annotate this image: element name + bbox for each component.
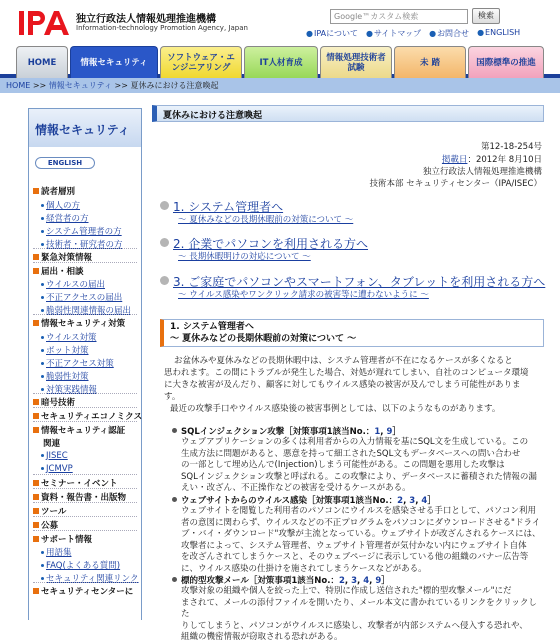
document-number: 第12-18-254号 (481, 142, 542, 152)
sidebar-item[interactable]: FAQ(よくある質問) (41, 559, 120, 571)
dot-bullet-icon (41, 577, 44, 580)
dot-bullet-icon (41, 309, 44, 312)
ref-link[interactable]: 4 (363, 576, 370, 586)
dot-bullet-icon (41, 349, 44, 352)
sidebar-divider (33, 314, 137, 315)
sidebar-item[interactable]: ボット対策 (41, 344, 89, 356)
dot-bullet-icon (41, 388, 44, 391)
square-bullet-icon (33, 536, 39, 542)
ref-link[interactable]: 1 (374, 427, 381, 437)
page-title: 夏休みにおける注意喚起 (152, 105, 544, 122)
util-link-contact[interactable]: ●お問合せ (429, 29, 470, 38)
attack-web-infection-title: ウェブサイトからのウイルス感染［対策事項1該当No.：2, 3, 4］ (172, 494, 436, 506)
sidebar-section-heading[interactable]: ツール (33, 505, 66, 517)
toc-link-3[interactable]: 3. ご家庭でパソコンやスマートフォン、タブレットを利用される方へ (173, 275, 546, 289)
square-bullet-icon (33, 254, 39, 260)
square-bullet-icon (33, 588, 39, 594)
square-bullet-icon (33, 522, 39, 528)
publisher-dept: 技術本部 セキュリティセンター（IPA/ISEC） (369, 179, 542, 189)
util-link-english[interactable]: ●ENGLISH (477, 28, 521, 37)
tab-mitou[interactable]: 未 踏 (394, 46, 466, 78)
tab-exam[interactable]: 情報処理技術者試験 (320, 46, 392, 78)
sidebar-divider (33, 502, 137, 503)
tab-security[interactable]: 情報セキュリティ (70, 46, 158, 78)
sidebar-item[interactable]: セキュリティ関連リンク (41, 572, 138, 584)
dot-bullet-icon (41, 564, 44, 567)
sidebar-section-heading[interactable]: 緊急対策情報 (33, 251, 92, 263)
ref-link[interactable]: 9 (386, 427, 393, 437)
sidebar-item[interactable]: 技術者・研究者の方 (41, 238, 123, 250)
sidebar-section-heading[interactable]: 情報セキュリティ対策 (33, 317, 125, 329)
sidebar-divider (33, 530, 137, 531)
sidebar-item[interactable]: ウイルスの届出 (41, 278, 105, 290)
intro-paragraph: お盆休みや夏休みなどの長期休暇中は、システム管理者が不在になるケースが多くなると 思われます。この間にトラブルが発生した場合、対処が遅れてしまい、自社のコンピュータ環境 に大きな被害が及んだり、顧客に対してもウイルス感染の被害が及んでしまう可能性がありま す。 最近の攻撃手口やウイルス感染後の被害事例としては、以下のようなものがあります。 (164, 356, 529, 414)
org-name-en: Information-technology Promotion Agency, Japan (76, 24, 248, 32)
dot-bullet-icon (41, 362, 44, 365)
breadcrumb: HOME >> 情報セキュリティ >> 夏休みにおける注意喚起 (0, 78, 560, 93)
sidebar-section-heading[interactable]: サポート情報 (33, 533, 92, 545)
circle-bullet-icon (160, 238, 169, 247)
dot-bullet-icon (41, 454, 44, 457)
posted-date: 掲載日：2012年 8月10日 (441, 155, 542, 165)
sidebar-section-heading[interactable]: 読者層別 (33, 185, 75, 197)
dot-bullet-icon (41, 467, 44, 470)
sidebar-divider (33, 407, 137, 408)
sidebar-item[interactable]: 脆弱性対策 (41, 370, 89, 382)
utility-links (306, 28, 520, 39)
sidebar (28, 108, 142, 620)
circle-bullet-icon (172, 577, 177, 582)
sidebar-item[interactable]: ウイルス対策 (41, 331, 97, 343)
section-1-heading: 1. システム管理者へ ～ 夏休みなどの長期休暇前の対策について ～ (160, 319, 544, 347)
ref-link[interactable]: 2 (338, 576, 345, 586)
sidebar-item[interactable]: JCMVP (41, 464, 73, 474)
sidebar-section-heading[interactable]: 情報セキュリティ認証 (33, 424, 125, 436)
sidebar-item[interactable]: JISEC (41, 451, 68, 461)
sidebar-item[interactable]: 経営者の方 (41, 212, 89, 224)
sidebar-section-heading[interactable]: セキュリティセンターに (33, 585, 133, 597)
sidebar-divider (33, 248, 137, 249)
sidebar-title[interactable]: 情報セキュリティ (29, 109, 141, 147)
square-bullet-icon (33, 320, 39, 326)
sidebar-section-heading[interactable]: 暗号技術 (33, 396, 75, 408)
tab-it-jinzai[interactable]: IT人材育成 (244, 46, 318, 78)
sidebar-divider (33, 474, 137, 475)
circle-bullet-icon (172, 497, 177, 502)
breadcrumb-current: 夏休みにおける注意喚起 (130, 81, 219, 90)
toc-sub-3[interactable]: ～ ウイルス感染やワンクリック請求の被害等に遭わないように ～ (178, 290, 429, 300)
toc-link-1[interactable]: 1. システム管理者へ (173, 200, 284, 214)
sidebar-divider (33, 516, 137, 517)
toc-sub-2[interactable]: ～ 長期休暇明けの対応について ～ (178, 252, 311, 262)
dot-bullet-icon (41, 296, 44, 299)
sidebar-divider (33, 262, 137, 263)
dot-bullet-icon (41, 243, 44, 246)
ref-link[interactable]: 9 (375, 576, 382, 586)
circle-bullet-icon: ● (365, 29, 373, 38)
org-name-ja: 独立行政法人情報処理推進機構 (76, 14, 216, 25)
attack-sqli-body: ウェブアプリケーションの多くは利用者からの入力情報を基にSQL文を生成している。この 生成方法に問題があると、悪意を持って細工されたSQL文もデータベースへの問い合わせ の一部として埋め込んで(Injection)しまう可能性がある。この問題を悪用した攻撃は SQLインジェクション攻撃と呼ばれる。この攻撃により、データベースに蓄積された情報の漏 えい・改ざん、不正操作などの被害を受けるケースがある。 (181, 437, 537, 493)
sidebar-section-heading[interactable]: 届出・相談 (33, 265, 84, 277)
dot-bullet-icon (41, 336, 44, 339)
circle-bullet-icon (160, 276, 169, 285)
ref-link[interactable]: 3 (351, 576, 357, 586)
sidebar-item[interactable]: 対策実践情報 (41, 383, 97, 395)
publisher-org: 独立行政法人情報処理推進機構 (422, 167, 542, 177)
ref-link[interactable]: 3 (409, 496, 416, 506)
square-bullet-icon (33, 427, 39, 433)
sidebar-divider (33, 582, 137, 583)
attack-targeted-mail-body: 攻撃対象の組織や個人を絞った上で、特別に作成し送信された"標的型攻撃メール"にだ まされて、メールの添付ファイルを開いたり、メール本文に書かれているリンクをクリックした りしてしまうと、パソコンがウイルスに感染し、攻撃者が内部システムへ侵入する恐れや、 組織の機密情報が窃取される恐れがある。 (181, 586, 537, 642)
breadcrumb-security[interactable]: 情報セキュリティ (48, 81, 112, 90)
square-bullet-icon (33, 494, 39, 500)
breadcrumb-home[interactable]: HOME (6, 81, 31, 90)
sidebar-section-heading[interactable]: 関連 (43, 439, 61, 449)
ref-link[interactable]: 2 (397, 496, 404, 506)
sidebar-item[interactable]: 不正アクセスの届出 (41, 291, 122, 303)
circle-bullet-icon: ● (429, 29, 437, 38)
util-link-about[interactable]: ●IPAについて (306, 29, 358, 38)
sidebar-section-heading[interactable]: 資料・報告書・出版物 (33, 491, 126, 503)
search-button[interactable]: 検索 (472, 8, 500, 24)
dot-bullet-icon (41, 283, 44, 286)
attack-web-infection-body: ウェブサイトを閲覧した利用者のパソコンにウイルスを感染させる手口として、パソコン利用 者の意図に関わらず、ウイルスなどの不正プログラムをパソコンにダウンロードさせる"ドライ ブ・バイ・ダウンロード"攻撃が主流となっている。ウェブサイトが改ざんされるケースには、 攻撃者によって、システム管理者、ウェブサイト管理者が気付かない内にウェブサイト自体 を改ざんされてしまうケースと、そのウェブページに表示している他の組織のバナー広告等 に、ウイルス感染の仕掛けを施されてしまうケースなどがある。 (181, 506, 541, 574)
search-input[interactable]: Google™カスタム検索 (330, 9, 468, 24)
tab-software[interactable]: ソフトウェア・エンジニアリング (160, 46, 242, 78)
dot-bullet-icon (41, 375, 44, 378)
attack-targeted-mail-title: 標的型攻撃メール［対策事項1該当No.：2, 3, 4, 9］ (172, 574, 390, 586)
circle-bullet-icon (172, 428, 177, 433)
sidebar-item[interactable]: 用語集 (41, 546, 72, 558)
tab-international[interactable]: 国際標準の推進 (468, 46, 544, 78)
sidebar-item[interactable]: 不正アクセス対策 (41, 357, 114, 369)
sidebar-item[interactable]: システム管理者の方 (41, 225, 122, 237)
sidebar-section-heading[interactable]: セミナー・イベント (33, 477, 118, 489)
posted-label-link[interactable]: 掲載日 (441, 155, 468, 165)
square-bullet-icon (33, 268, 39, 274)
ref-link[interactable]: 4 (421, 496, 428, 506)
circle-bullet-icon: ● (306, 29, 313, 38)
sidebar-item[interactable]: 脆弱性関連情報の届出 (41, 304, 131, 316)
dot-bullet-icon (41, 551, 44, 554)
ipa-logo[interactable] (18, 8, 72, 38)
square-bullet-icon (33, 508, 39, 514)
toc-link-2[interactable]: 2. 企業でパソコンを利用される方へ (173, 237, 369, 251)
sidebar-divider (33, 393, 137, 394)
circle-bullet-icon (160, 201, 169, 210)
sidebar-english-button[interactable]: ENGLISH (35, 157, 95, 169)
attack-sqli-title: SQLインジェクション攻撃［対策事項1該当No.：1, 9］ (172, 425, 401, 437)
toc-sub-1[interactable]: ～ 夏休みなどの長期休暇前の対策について ～ (178, 215, 354, 225)
sidebar-section-heading[interactable]: セキュリティエコノミクス (33, 410, 142, 422)
dot-bullet-icon (41, 217, 44, 220)
sidebar-section-heading[interactable]: 公募 (33, 519, 58, 531)
square-bullet-icon (33, 399, 39, 405)
sidebar-item[interactable]: 個人の方 (41, 199, 80, 211)
sidebar-divider (33, 421, 137, 422)
dot-bullet-icon (41, 204, 44, 207)
square-bullet-icon (33, 188, 39, 194)
ipa-logo-icon (18, 8, 72, 38)
dot-bullet-icon (41, 230, 44, 233)
square-bullet-icon (33, 413, 39, 419)
util-link-sitemap[interactable]: ●サイトマップ (365, 29, 422, 38)
circle-bullet-icon: ● (477, 28, 485, 37)
sidebar-divider (33, 488, 137, 489)
tab-home[interactable]: HOME (16, 46, 68, 78)
square-bullet-icon (33, 480, 39, 486)
